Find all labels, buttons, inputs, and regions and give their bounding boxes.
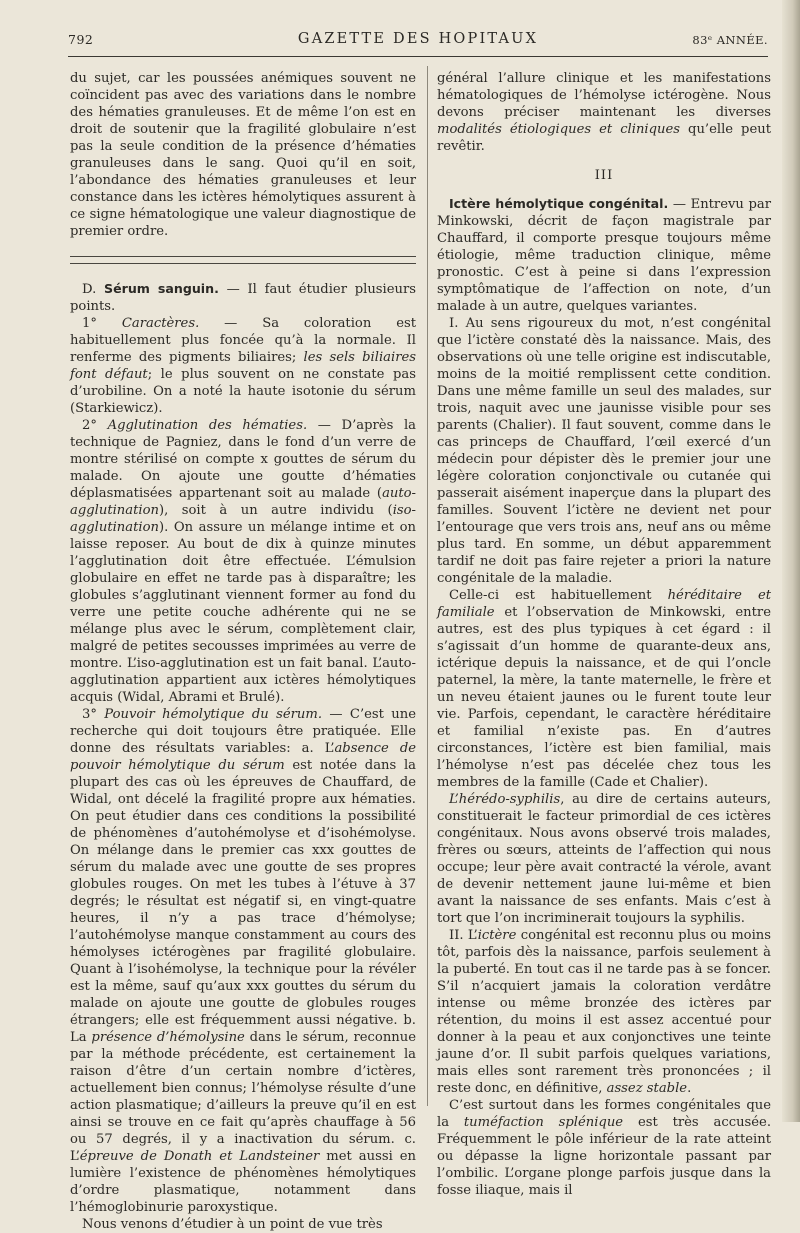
column-divider <box>427 66 428 1106</box>
page-number: 792 <box>68 32 94 47</box>
text: général l’allure clinique et les manifestations hématologiques de l’hémolyse ictérogène. Nous devons préciser maintenant les diverses <box>437 71 771 120</box>
text: qu’elle peut revêtir. <box>437 122 771 154</box>
text: est notée dans la plupart des cas où les épreuves de Chauffard, de Widal, ont décelé la fragilité propre aux hématies. On peut étudier dans ces conditions la possibilité de phénomènes d’autohémolyse et d’isohémolyse. On mélange dans le premier cas xxx gouttes de sérum du malade avec une goutte de ses propres globules rouges. On met les tubes à l’étuve à 37 degrés; le résultat est négatif si, en vingt-quatre heures, il n’y a pas trace d’hémolyse; l’autohémolyse manque constamment au cours des hémolyses ictérogènes par fragilité globulaire. Quant à l’isohémolyse, la technique pour la révéler est la même, sauf qu’aux xxx gouttes du sérum du malade on ajoute une goutte de globules rouges étrangers; elle est fréquemment aussi négative. b. La <box>70 758 416 1045</box>
text: — Entrevu par Minkowski, décrit de façon magistrale par Chauffard, il comporte presque toujours même étiologie, même traduction clinique, même pronostic. C’est à peine si dans l’expression symptômatique de l’affection on note, d’un malade à un autre, quelques variantes. <box>437 197 771 314</box>
paragraph <box>437 587 771 791</box>
text: est très accusée. Fréquemment le pôle inférieur de la rate atteint ou dépasse la ligne horizontale passant par l’ombilic. L’organe plonge parfois jusque dans la fosse iliaque, mais il <box>437 1115 772 1198</box>
item-title: Caractères. <box>121 316 200 331</box>
paragraph-agglutination <box>70 417 416 706</box>
text-italic: assez stable <box>606 1081 688 1096</box>
paragraph-pouvoir-hemolytique <box>70 706 416 1216</box>
text-italic: iso-agglutination <box>70 503 416 535</box>
running-header <box>68 30 768 52</box>
item-title: Agglutination des hématies. <box>107 418 308 433</box>
left-column <box>70 70 416 1233</box>
text-italic: absence de pouvoir hémolytique du sérum <box>70 741 417 773</box>
item-number: 3° <box>82 707 105 722</box>
text-italic: les sels biliaires font défaut <box>70 350 416 382</box>
section-number: III <box>594 168 614 183</box>
paragraph <box>437 1097 771 1199</box>
text-italic: présence d’hémolysine <box>91 1030 245 1045</box>
text: met aussi en lumière l’existence de phénomènes hémolytiques d’ordre plasmatique, notamment dans l’hémoglobinurie paroxystique. <box>70 1149 417 1215</box>
text-italic: L’hérédo-syphilis <box>449 792 561 807</box>
text: ), soit à un autre individu ( <box>158 503 393 518</box>
section-letter: D. <box>82 282 97 297</box>
section-heading: Sérum sanguin. <box>104 281 219 296</box>
text: , au dire de certains auteurs, constituerait le facteur primordial de ces ictères congénitaux. Nous avons observé trois malades, frères ou sœurs, atteints de l’affection qui nous occupe; leur père avait contracté la vérole, avant de devenir nettement jaune lui-même et bien avant la naissance de ses enfants. Mais c’est à tort que l’on incriminerait toujours la syphilis. <box>437 792 771 926</box>
text: Celle-ci est habituellement <box>449 588 668 603</box>
text-italic: modalités étiologiques et cliniques <box>437 122 681 137</box>
volume-year: 83ᵉ ANNÉE. <box>692 33 768 47</box>
paragraph <box>437 791 771 927</box>
paragraph <box>437 927 771 1097</box>
journal-title: GAZETTE DES HOPITAUX <box>297 31 539 47</box>
paragraph: du sujet, car les poussées anémiques souvent ne coïncident pas avec des variations dans le nombre des hématies granuleuses. Et de même l’on est en droit de soutenir que la fragilité globulaire n’est pas la seule condition de la présence d’hématies granuleuses dans le sang. Quoi qu’il en soit, l’abondance des hématies granuleuses et leur constance dans les ictères hémolytiques assurent à ce signe hématologique une valeur diagnostique de premier ordre. <box>70 71 416 239</box>
text: . <box>687 1081 692 1096</box>
paragraph-caracteres <box>70 315 416 417</box>
text: ). On assure un mélange intime et on laisse reposer. Au bout de dix à quinze minutes l’agglutination doit être effectuée. L’émulsion globulaire en effet ne tarde pas à disparaître; les globules s’agglutinant viennent former au fond du verre une petite couche adhérente qui ne se mélange plus avec le sérum, complètement clair, malgré de petites secousses imprimées au verre de montre. L’iso-agglutination est un fait banal. L’auto-agglutination appartient aux ictères hémolytiques acquis (Widal, Abrami et Brulé). <box>70 520 416 705</box>
page-edge-shadow <box>782 0 800 1122</box>
text: II. L’ <box>449 928 478 943</box>
section-d <box>70 280 416 315</box>
text: — Sa coloration est habituellement plus foncée qu’à la normale. Il renferme des pigments biliaires; <box>70 316 416 365</box>
paragraph-ictere-congenital <box>437 195 771 315</box>
right-column <box>437 70 771 1199</box>
text-italic: épreuve de Donath et Landsteiner <box>79 1149 320 1164</box>
paragraph: Nous venons d’étudier à un point de vue très <box>82 1217 383 1232</box>
paragraph: I. Au sens rigoureux du mot, n’est congénital que l’ictère constaté dès la naissance. Mais, des observations où une telle origine est indiscutable, moins de la moitié remplissent cette condition. Dans une même famille un seul des malades, sur trois, naquit avec une jaunisse visible pour ses parents (Chalier). Il faut souvent, comme dans le cas princeps de Chauffard, l’œil exercé d’un médecin pour dépister dès le premier jour une légère coloration conjonctivale ou cutanée qui passerait aisément inaperçue dans la plupart des familles. Souvent l’ictère ne devient net pour l’entourage que vers trois ans, neuf ans ou même plus tard. En somme, un début apparemment tardif ne doit pas faire rejeter a priori la nature congénitale de la maladie. <box>437 316 771 586</box>
text-italic: auto-agglutination <box>70 486 416 518</box>
text: — D’après la technique de Pagniez, dans le fond d’un verre de montre stérilisé on compte x gouttes de sérum du malade. On ajoute une goutte d’hématies déplasmatisées appartenant soit au malade ( <box>70 418 416 501</box>
text-italic: tuméfaction splénique <box>463 1115 624 1130</box>
item-number: 2° <box>82 418 108 433</box>
section-heading: Ictère hémolytique congénital. <box>449 196 669 211</box>
section-text: — Il faut étudier plusieurs points. <box>70 282 417 314</box>
item-title: Pouvoir hémolytique du sérum. <box>104 707 323 722</box>
text-italic: ictère <box>477 928 517 943</box>
double-rule <box>70 256 416 264</box>
text: congénital est reconnu plus ou moins tôt, parfois dès la naissance, parfois seulement à la puberté. En tout cas il ne tarde pas à se foncer. S’il n’acquiert jamais la coloration verdâtre intense ou même bronzée des ictères par rétention, du moins il est assez accentué pour donner à la peau et aux conjonctives une teinte jaune d’or. Il subit parfois quelques variations, mais elles sont rarement très prononcées ; il reste donc, en définitive, <box>437 928 771 1096</box>
paragraph <box>437 70 771 155</box>
header-rule <box>68 56 768 57</box>
text: et l’observation de Minkowski, entre autres, est des plus typiques à cet égard : il s’agissait d’un homme de quarante-deux ans, ictérique depuis la naissance, et de qui l’oncle paternel, la mère, la tante maternelle, le frère et un neveu étaient jaunes ou le furent toute leur vie. Parfois, cependant, le caractère héréditaire et familial n’existe pas. En d’autres circonstances, l’ictère est bien familial, mais l’hémolyse n’est pas décelée chez tous les membres de la famille (Cade et Chalier). <box>437 605 771 790</box>
text: — C’est une recherche qui doit toujours être pratiquée. Elle donne des résultats variables: a. L’ <box>70 707 416 756</box>
item-number: 1° <box>82 316 122 331</box>
text: ; le plus souvent on ne constate pas d’urobiline. On a noté la haute isotonie du sérum (Starkiewicz). <box>70 367 416 416</box>
text: C’est surtout dans les formes congénitales que la <box>437 1098 771 1130</box>
text-italic: héréditaire et familiale <box>437 588 771 620</box>
text: dans le sérum, reconnue par la méthode précédente, est certainement la raison d’être d’un certain nombre d’ictères, actuellement bien connus; l’hémolyse résulte d’une action plasmatique; d’ailleurs la preuve qu’il en est ainsi se trouve en ce fait qu’après chauffage à 56 ou 57 degrés, il y a inactivation du sérum. c. L’ <box>70 1030 416 1164</box>
